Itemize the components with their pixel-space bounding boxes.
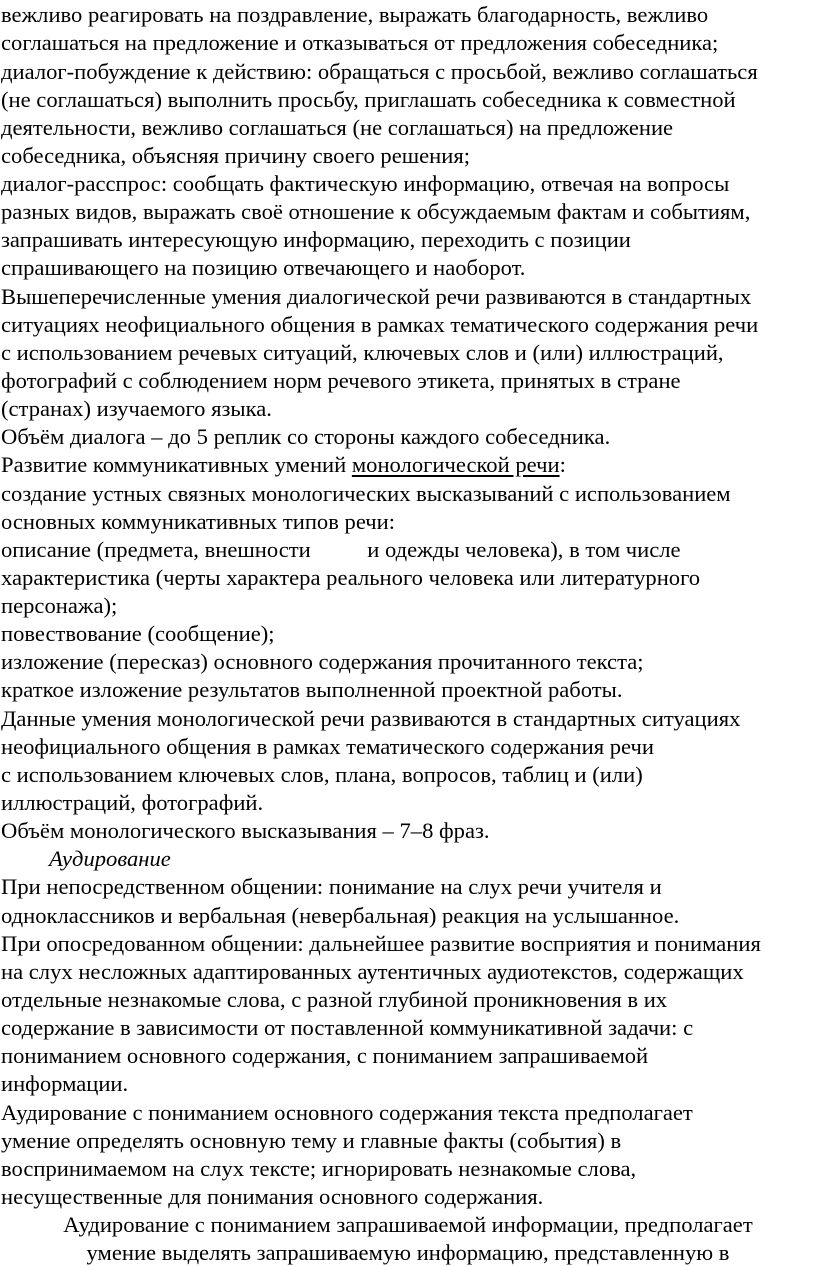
text-line: вежливо реагировать на поздравление, выражать благодарность, вежливо bbox=[1, 2, 709, 27]
text-line: Объём монологического высказывания – 7–8 фраз. bbox=[1, 818, 490, 843]
text-line: повествование (сообщение); bbox=[1, 621, 275, 646]
text-line: персонажа); bbox=[1, 593, 118, 618]
text-line: деятельности, вежливо соглашаться (не соглашаться) на предложение bbox=[1, 115, 674, 140]
text-line: с использованием речевых ситуаций, ключевых слов и (или) иллюстраций, bbox=[1, 340, 724, 365]
text-line: Данные умения монологической речи развиваются в стандартных ситуациях bbox=[1, 706, 741, 731]
text-line: краткое изложение результатов выполненной проектной работы. bbox=[1, 677, 623, 702]
text-line: иллюстраций, фотографий. bbox=[1, 790, 264, 815]
text-line-centered: умение выделять запрашиваемую информацию, представленную в bbox=[86, 1240, 730, 1265]
text-line: создание устных связных монологических высказываний с использованием bbox=[1, 481, 731, 506]
text-line: основных коммуникативных типов речи: bbox=[1, 509, 396, 534]
text-line: диалог-расспрос: сообщать фактическую информацию, отвечая на вопросы bbox=[1, 171, 730, 196]
text-line-centered: Аудирование с пониманием запрашиваемой информации, предполагает bbox=[63, 1212, 753, 1237]
text-line: Вышеперечисленные умения диалогической речи развиваются в стандартных bbox=[1, 284, 752, 309]
text-line bbox=[1, 451, 566, 478]
section-heading: Аудирование bbox=[49, 846, 171, 871]
text-line: спрашивающего на позицию отвечающего и наоборот. bbox=[1, 255, 526, 280]
text-line: разных видов, выражать своё отношение к обсуждаемым фактам и событиям, bbox=[1, 199, 751, 224]
text-line: (не соглашаться) выполнить просьбу, приглашать собеседника к совместной bbox=[1, 87, 736, 112]
text-line: ситуациях неофициального общения в рамках тематического содержания речи bbox=[1, 312, 759, 337]
text-line: изложение (пересказ) основного содержания прочитанного текста; bbox=[1, 649, 644, 674]
text-line: диалог-побуждение к действию: обращаться с просьбой, вежливо соглашаться bbox=[1, 59, 758, 84]
text-line: на слух несложных адаптированных аутентичных аудиотекстов, содержащих bbox=[1, 959, 744, 984]
text-line: умение определять основную тему и главные факты (события) в bbox=[1, 1128, 622, 1153]
text-line: пониманием основного содержания, с пониманием запрашиваемой bbox=[1, 1043, 649, 1068]
text-line: запрашивать интересующую информацию, переходить с позиции bbox=[1, 227, 631, 252]
text-line: описание (предмета, внешности и одежды человека), в том числе bbox=[1, 537, 681, 562]
text-line: фотографий с соблюдением норм речевого этикета, принятых в стране bbox=[1, 368, 681, 393]
text-line: отдельные незнакомые слова, с разной глубиной проникновения в их bbox=[1, 987, 668, 1012]
text-span: : bbox=[559, 452, 566, 477]
text-line: Объём диалога – до 5 реплик со стороны каждого собеседника. bbox=[1, 424, 611, 449]
text-line: одноклассников и вербальная (невербальная) реакция на услышанное. bbox=[1, 903, 680, 928]
text-line: воспринимаемом на слух тексте; игнорировать незнакомые слова, bbox=[1, 1156, 637, 1181]
text-line: несущественные для понимания основного содержания. bbox=[1, 1184, 544, 1209]
text-line: информации. bbox=[1, 1071, 129, 1096]
text-line: собеседника, объясняя причину своего решения; bbox=[1, 143, 471, 168]
text-line: с использованием ключевых слов, плана, вопросов, таблиц и (или) bbox=[1, 762, 643, 787]
underlined-term: монологической речи bbox=[351, 452, 560, 477]
text-line: При опосредованном общении: дальнейшее развитие восприятия и понимания bbox=[1, 931, 761, 956]
text-line: характеристика (черты характера реального человека или литературного bbox=[1, 565, 701, 590]
text-line: (странах) изучаемого языка. bbox=[1, 396, 272, 421]
text-line: Аудирование с пониманием основного содержания текста предполагает bbox=[1, 1100, 693, 1125]
text-line: соглашаться на предложение и отказываться от предложения собеседника; bbox=[1, 30, 719, 55]
text-span: Развитие коммуникативных умений bbox=[1, 452, 352, 477]
text-line: неофициального общения в рамках тематического содержания речи bbox=[1, 734, 654, 759]
text-line: При непосредственном общении: понимание на слух речи учителя и bbox=[1, 874, 662, 899]
text-line: содержание в зависимости от поставленной коммуникативной задачи: с bbox=[1, 1015, 694, 1040]
